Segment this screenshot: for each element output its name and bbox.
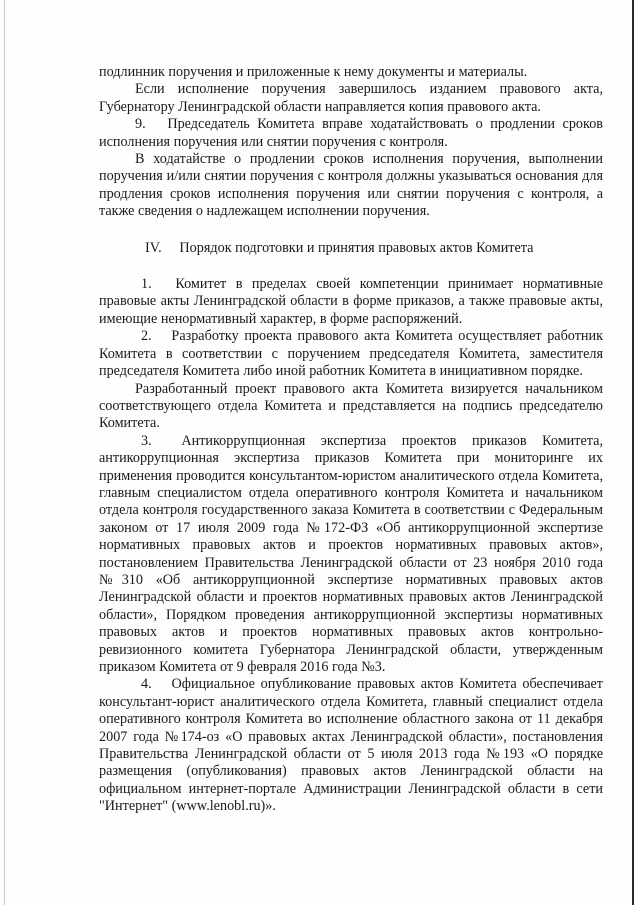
paragraph-item-4: 4. Официальное опубликование правовых актов Комитета обеспечивает консультант-юрист аналитического отдела Комитета, главный специалист отдела оперативного контроля Комитета во исполнение областного закона от 11 декабря 2007 года №174-оз «О правовых актах Ленинградской области», постановления Правительства Ленинградской области от 5 июля 2013 года №193 «О порядке размещения (опубликования) правовых актов Ленинградской области на официальном интернет-портале Администрации Ленинградской области в сети "Интернет" (www.lenobl.ru)». (99, 676, 603, 815)
paragraph-item-1: 1. Комитет в пределах своей компетенции принимает нормативные правовые акты Ленинградской области в форме приказов, а также правовые акты, имеющие ненормативный характер, в форме распоряжений. (99, 276, 603, 327)
paragraph-item-2: 2. Разработку проекта правового акта Комитета осуществляет работник Комитета в соответствии с поручением председателя Комитета, заместителя председателя Комитета либо иной работник Комитета в инициативном порядке. (99, 328, 603, 380)
page-left-edge (4, 0, 5, 905)
document-body (99, 64, 603, 816)
page-right-edge (632, 0, 634, 905)
paragraph-continuation: подлинник поручения и приложенные к нему документы и материалы. (99, 64, 528, 80)
section-heading: IV. Порядок подготовки и принятия правовых актов Комитета (145, 239, 534, 256)
paragraph-copy-of-act: Если исполнение поручения завершилось изданием правового акта, Губернатору Ленинградской области направляется копия правового акта. (99, 81, 603, 115)
paragraph-item-3: 3. Антикоррупционная экспертиза проектов приказов Комитета, антикоррупционная экспертиза приказов Комитета при мониторинге их применения проводится консультантом-юристом аналитического отдела Комитета, главным специалистом отдела оперативного контроля Комитета и начальником отдела контроля государственного заказа Комитета в соответствии с Федеральным законом от 17 июля 2009 года №172-ФЗ «Об антикоррупционной экспертизе нормативных правовых актов и проектов нормативных правовых актов», постановлением Правительства Ленинградской области от 23 ноября 2010 года №310 «Об антикоррупционной экспертизе нормативных правовых актов Ленинградской области и проектов нормативных правовых актов Ленинградской области», Порядком проведения антикоррупционной экспертизы нормативных правовых актов и проектов нормативных правовых актов контрольно-ревизионного комитета Губернатора Ленинградской области, утвержденным приказом Комитета от 9 февраля 2016 года №3. (99, 432, 603, 675)
paragraph-draft-approval: Разработанный проект правового акта Комитета визируется начальником соответствующего отдела Комитета и представляется на подпись председателю Комитета. (99, 380, 603, 432)
paragraph-item-9: 9. Председатель Комитета вправе ходатайствовать о продлении сроков исполнения поручения или снятии поручения с контроля. (99, 116, 603, 150)
paragraph-extension-request: В ходатайстве о продлении сроков исполнения поручения, выполнении поручения и/или снятии поручения с контроля должны указываться основания для продления сроков исполнения поручения или снятии поручения с контроля, а также сведения о надлежащем исполнении поручения. (99, 151, 603, 220)
